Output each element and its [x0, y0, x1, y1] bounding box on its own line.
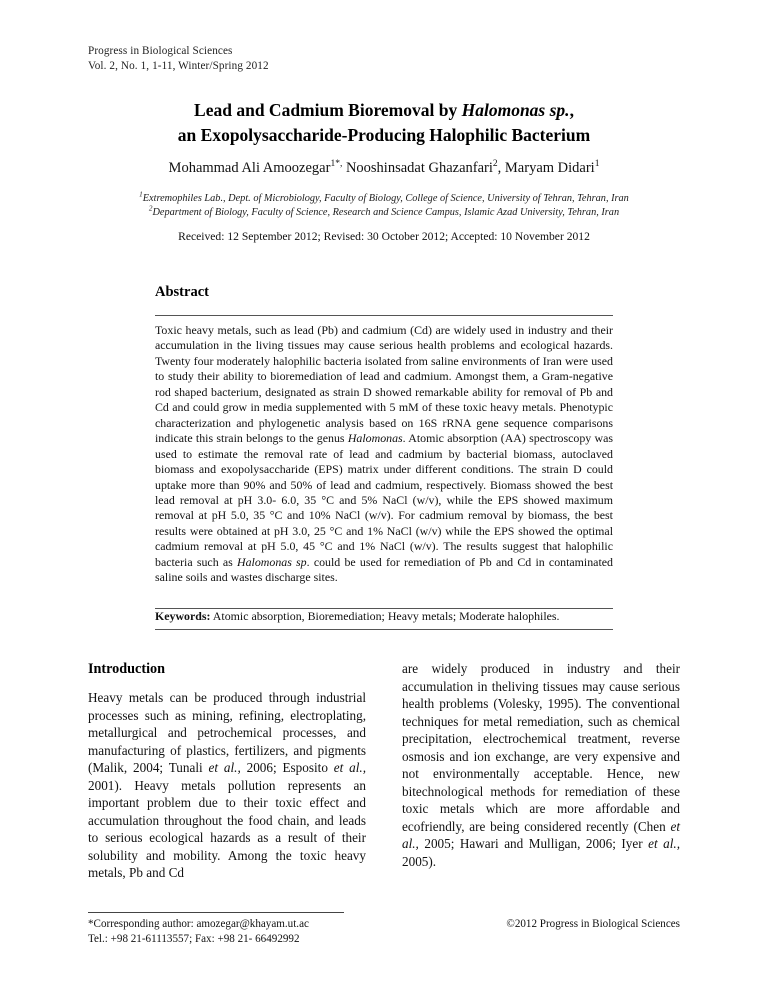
keywords-line — [155, 609, 613, 629]
keywords-bottom-rule — [155, 629, 613, 630]
intro-right-italic-1: et al., — [402, 818, 680, 852]
abstract-text — [155, 323, 613, 586]
affiliation-2-text: Department of Biology, Faculty of Science, Research and Science Campus, Islamic Azad University, Tehran, Iran — [152, 207, 620, 218]
keywords-section — [155, 608, 613, 630]
affiliation-list — [68, 192, 700, 220]
copyright-notice: ©2012 Progress in Biological Sciences — [506, 918, 680, 930]
journal-issue: Vol. 2, No. 1, 1-11, Winter/Spring 2012 — [88, 59, 269, 72]
author-2-name: Nooshinsadat Ghazanfari — [342, 160, 493, 176]
intro-left-part-2: 2006; Esposito — [240, 760, 334, 776]
submission-dates: Received: 12 September 2012; Revised: 30 October 2012; Accepted: 10 November 2012 — [178, 230, 590, 243]
journal-name: Progress in Biological Sciences — [88, 45, 233, 57]
title-line-1 — [88, 98, 680, 123]
keywords-label: Keywords: — [155, 609, 211, 623]
affiliation-1 — [68, 192, 700, 206]
corresponding-author-block — [88, 917, 508, 946]
affiliation-1-text: Extremophiles Lab., Dept. of Microbiology, Faculty of Biology, College of Science, University of Tehran, Tehran, Iran — [142, 193, 629, 204]
abstract-part-3: . could be used for remediation of Pb and Cd in contaminated saline soils and wastes discharge sites. — [155, 554, 613, 585]
title-genus: Halomonas sp. — [461, 100, 570, 120]
author-3-name: Maryam Didari — [504, 160, 595, 176]
title-line-1-post: , — [569, 100, 574, 120]
author-2-marker: 2 — [492, 159, 498, 170]
column-left — [88, 660, 366, 882]
title-line-2: an Exopolysaccharide-Producing Halophilic Bacterium — [177, 125, 591, 145]
intro-left-italic-2: et al., — [333, 760, 367, 776]
journal-running-head — [88, 44, 269, 73]
page-title — [88, 98, 680, 148]
intro-right-part-1: are widely produced in industry and their accumulation in theliving tissues may cause serious health problems (Volesky, 1995). The conventional techniques for metal remediation, such as chemical precipitation, electrochemical treatment, reverse osmosis and ion exchange, are very expensive and not environmentally acceptable. Hence, new bitechnological methods for remediation of these toxic metals which are more affordable and ecofriendly, are being considered recently (Chen — [402, 661, 680, 834]
author-1-name: Mohammad Ali Amoozegar — [168, 160, 331, 176]
abstract-genus-2: Halomonas sp — [237, 554, 307, 569]
corresponding-author-email: *Corresponding author: amozegar@khayam.ut.ac — [88, 918, 309, 930]
affiliation-2 — [68, 206, 700, 220]
footnote-row — [88, 917, 680, 946]
title-line-1-pre: Lead and Cadmium Bioremoval by — [194, 100, 462, 120]
intro-right-italic-2: et al., — [648, 836, 680, 852]
introduction-heading: Introduction — [88, 661, 165, 677]
corresponding-author-contact: Tel.: +98 21-61113557; Fax: +98 21- 66492992 — [88, 932, 300, 945]
affiliation-2-marker: 2 — [148, 204, 153, 213]
body-columns — [88, 660, 680, 900]
abstract-genus-1: Halomonas — [347, 431, 403, 446]
abstract-section — [155, 284, 613, 586]
author-1-marker: 1*, — [330, 159, 343, 170]
intro-right-part-3: 2005). — [402, 854, 437, 870]
abstract-heading: Abstract — [155, 284, 209, 300]
intro-left-part-1: Heavy metals can be produced through industrial processes such as mining, refining, electroplating, metallurgical and petrochemical processes, and manufacturing of plastics, fertilizers, and pigments (Malik, 2004; Tunali — [88, 690, 366, 776]
footnote-rule — [88, 912, 344, 913]
abstract-part-2: . Atomic absorption (AA) spectroscopy was used to estimate the removal rate of lead and cadmium by bacterial biomass, autoclaved biomass and exopolysaccharide (EPS) matrix under different conditions. The strain D could uptake more than 90% and 50% of lead and cadmium, respectively. Biomass showed the best lead removal at pH 3.0- 6.0, 35 °C and 5% NaCl (w/v), while the EPS showed maximum removal at pH 5.0, 35 °C and 10% NaCl (w/v). For cadmium removal by biomass, the best results were obtained at pH 3.0, 25 °C and 1% NaCl (w/v) while the EPS showed the optimal cadmium removal at pH 5.0, 45 °C and 1% NaCl (w/v). The results suggest that halophilic bacteria such as — [155, 431, 613, 569]
intro-right-part-2: 2005; Hawari and Mulligan, 2006; Iyer — [418, 836, 649, 852]
affiliation-1-marker: 1 — [139, 190, 143, 199]
introduction-right-text — [402, 660, 680, 871]
abstract-top-rule — [155, 315, 613, 316]
keywords-value: Atomic absorption, Bioremediation; Heavy metals; Moderate halophiles. — [210, 609, 560, 623]
abstract-part-1: Toxic heavy metals, such as lead (Pb) and cadmium (Cd) are widely used in industry and their accumulation in the living tissues may cause serious health problems and ecological hazards. Twenty four moderately halophilic bacteria isolated from saline environments of Iran were used to study their ability to bioremediation of lead and cadmium. Amongst them, a Gram-negative rod shaped bacterium, designated as strain D showed remarkable ability for removal of Pb and Cd and could grow in media supplemented with 5 mM of these toxic heavy metals. Phenotypic characterization and phylogenetic analysis based on 16S rRNA gene sequence comparisons indicate this strain belongs to the genus — [155, 323, 613, 446]
column-right — [402, 660, 680, 871]
page-footer — [88, 912, 680, 946]
intro-left-part-3: 2001). Heavy metals pollution represents an important problem due to their toxic effect and accumulation throughout the food chain, and leads to serious ecological hazards as a result of their solubility and mobility. Among the toxic heavy metals, Pb and Cd — [88, 777, 366, 881]
intro-left-italic-1: et al., — [208, 760, 241, 776]
author-list — [88, 158, 680, 178]
introduction-left-text — [88, 689, 366, 882]
author-separator: , — [497, 160, 505, 176]
author-3-marker: 1 — [594, 159, 600, 170]
